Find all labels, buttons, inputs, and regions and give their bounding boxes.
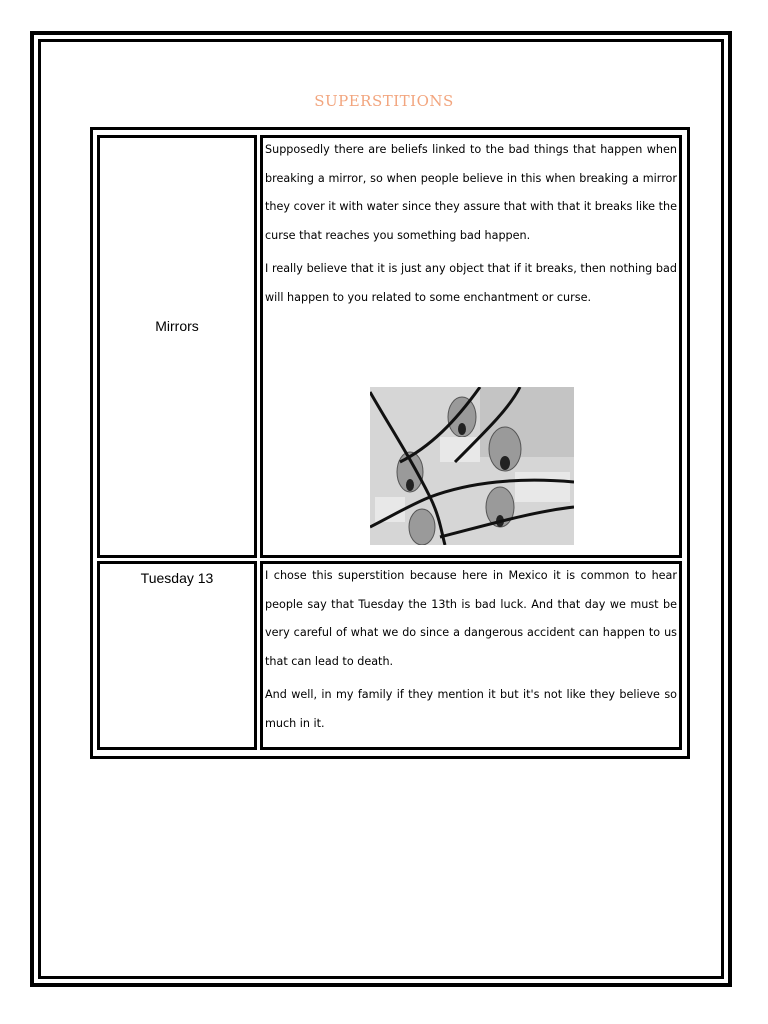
table-row-text-tuesday	[260, 561, 682, 750]
broken-mirror-image	[370, 387, 574, 545]
row-label: Mirrors	[155, 318, 199, 334]
row-label: Tuesday 13	[140, 570, 214, 586]
table-row-text-mirrors	[260, 135, 682, 558]
document-title: SUPERSTITIONS	[314, 92, 454, 110]
table-row-label-tuesday	[97, 561, 257, 750]
paragraph: Supposedly there are beliefs linked to the bad things that happen when breaking a mirror, so when people believe in this when breaking a mirror they cover it with water since they assure that with that it breaks like the curse that reaches you something bad happen.	[265, 143, 677, 242]
paragraph: And well, in my family if they mention it but it's not like they believe so much in it.	[265, 688, 677, 730]
broken-mirror-photo	[370, 387, 574, 545]
paragraph: I chose this superstition because here in Mexico it is common to hear people say that Tuesday the 13th is bad luck. And that day we must be very careful of what we do since a dangerous accident can happen to us that can lead to death.	[265, 569, 677, 668]
paragraph: I really believe that it is just any object that if it breaks, then nothing bad will happen to you related to some enchantment or curse.	[265, 262, 677, 304]
table-row-label-mirrors	[97, 135, 257, 558]
